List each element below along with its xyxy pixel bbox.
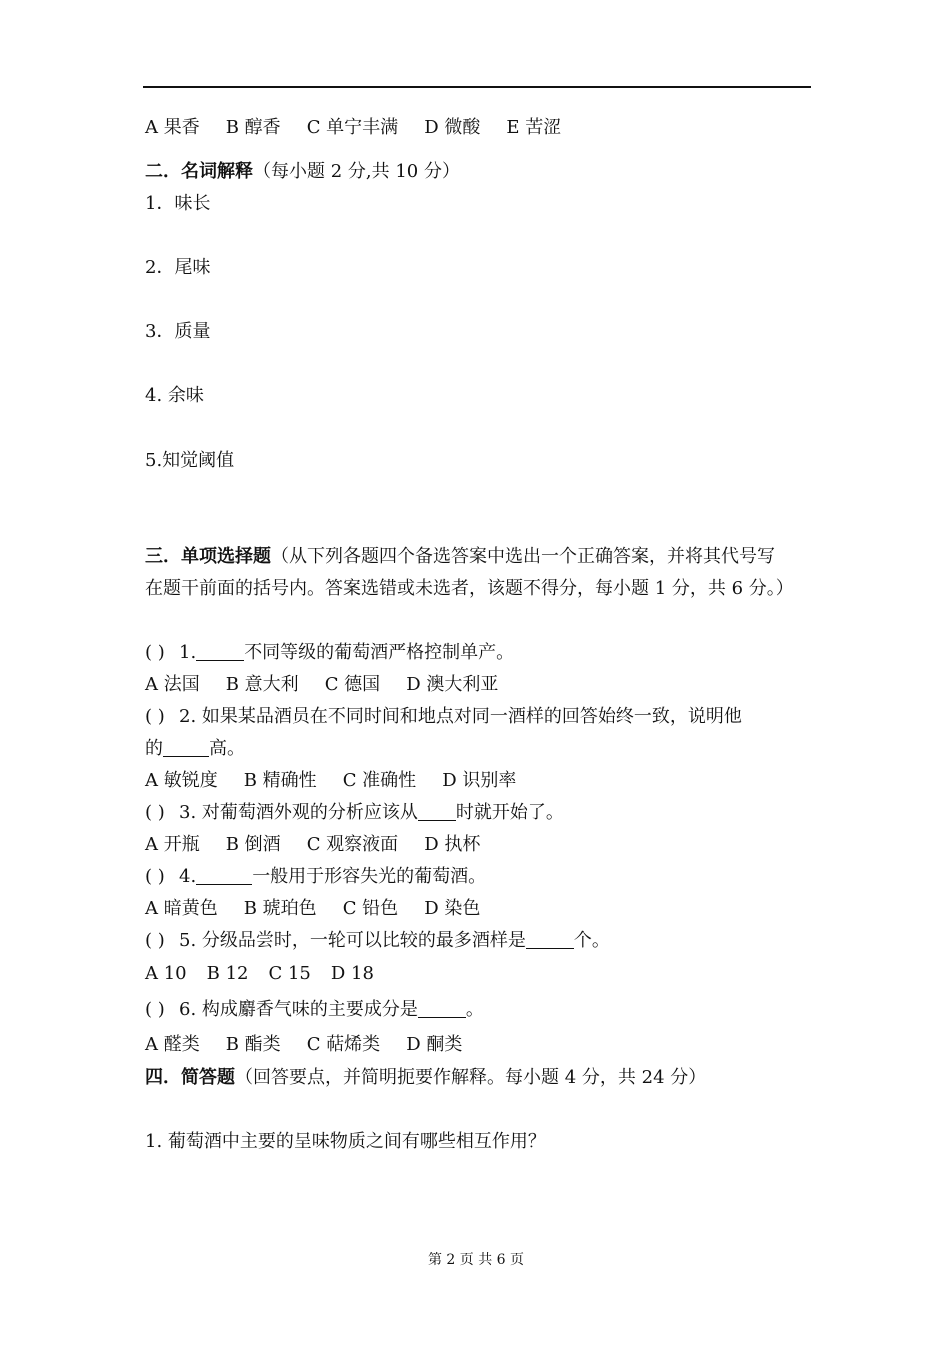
section4-note: （回答要点，并简明扼要作解释。每小题 4 分，共 24 分） bbox=[235, 1067, 707, 1088]
section2-note: （每小题 2 分,共 10 分） bbox=[253, 161, 460, 182]
section3-note-line2: 在题干前面的括号内。答案选错或未选者，该题不得分，每小题 1 分，共 6 分。） bbox=[145, 578, 794, 599]
question-options: A 醛类 B 酯类 C 萜烯类 D 酮类 bbox=[145, 1034, 463, 1055]
answer-paren: ( ) bbox=[145, 802, 165, 823]
term-item: 5.知觉阈值 bbox=[145, 450, 235, 471]
term-item: 2．尾味 bbox=[145, 257, 211, 278]
page-footer: 第 2 页 共 6 页 bbox=[427, 1252, 525, 1268]
answer-paren: ( ) bbox=[145, 930, 165, 951]
answer-paren: ( ) bbox=[145, 999, 165, 1020]
option: E 苦涩 bbox=[506, 117, 562, 138]
question-options: A 法国 B 意大利 C 德国 D 澳大利亚 bbox=[145, 674, 499, 695]
question-continuation: 的 高。 bbox=[145, 738, 245, 759]
question: ( ) 5. 分级品尝时，一轮可以比较的最多酒样是 个。 bbox=[145, 930, 610, 951]
option: B 醇香 bbox=[225, 117, 281, 138]
fill-blank bbox=[418, 802, 456, 821]
fill-blank bbox=[163, 738, 209, 757]
fill-blank bbox=[196, 866, 252, 885]
top-options bbox=[145, 116, 587, 140]
question: ( ) 2. 如果某品酒员在不同时间和地点对同一酒样的回答始终一致，说明他 bbox=[145, 706, 742, 727]
question: ( ) 3. 对葡萄酒外观的分析应该从 时就开始了。 bbox=[145, 802, 564, 823]
section3-heading bbox=[145, 545, 775, 569]
term-item: 1．味长 bbox=[145, 193, 211, 214]
question-options: A 开瓶 B 倒酒 C 观察液面 D 执杯 bbox=[145, 834, 481, 855]
section2-heading bbox=[145, 160, 460, 184]
question-options: A 10 B 12 C 15 D 18 bbox=[145, 963, 374, 984]
fill-blank bbox=[418, 999, 466, 1018]
fill-blank bbox=[526, 930, 574, 949]
section3-note-line1: （从下列各题四个备选答案中选出一个正确答案，并将其代号写 bbox=[271, 546, 775, 567]
short-answer-item: 1. 葡萄酒中主要的呈味物质之间有哪些相互作用？ bbox=[145, 1131, 546, 1152]
term-item: 3．质量 bbox=[145, 321, 211, 342]
section2-title: 二．名词解释 bbox=[145, 161, 253, 182]
question-options: A 暗黄色 B 琥珀色 C 铅色 D 染色 bbox=[145, 898, 481, 919]
question-options: A 敏锐度 B 精确性 C 准确性 D 识别率 bbox=[145, 770, 517, 791]
section4-title: 四．简答题 bbox=[145, 1067, 235, 1088]
answer-paren: ( ) bbox=[145, 642, 165, 663]
answer-paren: ( ) bbox=[145, 706, 165, 727]
fill-blank bbox=[196, 642, 244, 661]
section4-heading bbox=[145, 1066, 706, 1090]
option: C 单宁丰满 bbox=[306, 117, 399, 138]
question: ( ) 6. 构成麝香气味的主要成分是 。 bbox=[145, 999, 484, 1020]
question: ( ) 4. 一般用于形容失光的葡萄酒。 bbox=[145, 866, 487, 887]
section3-title: 三．单项选择题 bbox=[145, 546, 271, 567]
option: A 果香 bbox=[145, 117, 200, 138]
term-item: 4. 余味 bbox=[145, 385, 204, 406]
question: ( ) 1. 不同等级的葡萄酒严格控制单产。 bbox=[145, 642, 515, 663]
answer-paren: ( ) bbox=[145, 866, 165, 887]
header-rule bbox=[143, 86, 811, 88]
option: D 微酸 bbox=[424, 117, 481, 138]
